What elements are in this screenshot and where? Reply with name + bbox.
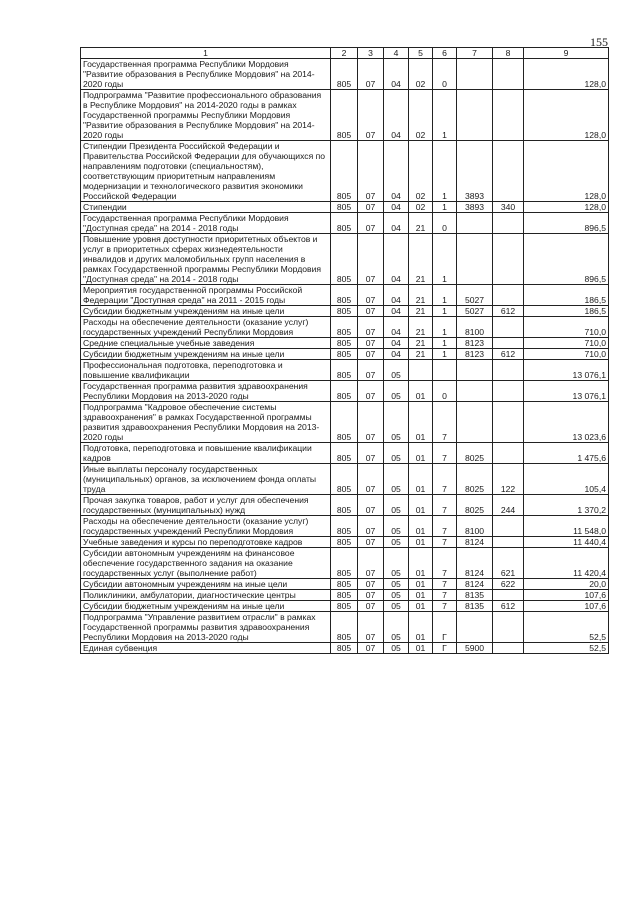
code-cell: 612: [493, 601, 524, 612]
table-row: [81, 579, 609, 590]
row-name-cell: Поликлиники, амбулатории, диагностические центры: [81, 590, 331, 601]
code-cell: 07: [358, 443, 384, 464]
amount-cell: 128,0: [524, 202, 609, 213]
code-cell: 7: [433, 601, 457, 612]
code-cell: 7: [433, 537, 457, 548]
code-cell: 07: [358, 381, 384, 402]
code-cell: 612: [493, 349, 524, 360]
code-cell: 805: [331, 402, 358, 443]
row-name-cell: Мероприятия государственной программы Российской Федерации "Доступная среда" на 2011 - 2015 годы: [81, 285, 331, 306]
row-name-cell: Профессиональная подготовка, переподготовка и повышение квалификации: [81, 360, 331, 381]
row-name-cell: Субсидии автономным учреждениям на финансовое обеспечение государственного задания на оказание государственных услуг (выполнение работ): [81, 548, 331, 579]
code-cell: 07: [358, 306, 384, 317]
code-cell: 805: [331, 381, 358, 402]
code-cell: 340: [493, 202, 524, 213]
code-cell: 21: [409, 306, 433, 317]
table-row: [81, 306, 609, 317]
code-cell: 01: [409, 590, 433, 601]
code-cell: 1: [433, 306, 457, 317]
table-row: [81, 285, 609, 306]
table-row: [81, 537, 609, 548]
code-cell: 3893: [457, 202, 493, 213]
code-cell: [409, 360, 433, 381]
code-cell: 122: [493, 464, 524, 495]
amount-cell: 186,5: [524, 285, 609, 306]
code-cell: [457, 213, 493, 234]
code-cell: 21: [409, 285, 433, 306]
code-cell: [493, 590, 524, 601]
code-cell: 7: [433, 516, 457, 537]
budget-table: [80, 47, 609, 654]
code-cell: Г: [433, 643, 457, 654]
code-cell: 02: [409, 202, 433, 213]
code-cell: 805: [331, 601, 358, 612]
code-cell: 805: [331, 59, 358, 90]
code-cell: 07: [358, 495, 384, 516]
code-cell: 8135: [457, 590, 493, 601]
table-row: [81, 213, 609, 234]
table-row: [81, 59, 609, 90]
code-cell: 8124: [457, 579, 493, 590]
code-cell: 805: [331, 285, 358, 306]
code-cell: 5900: [457, 643, 493, 654]
amount-cell: 105,4: [524, 464, 609, 495]
code-cell: [457, 402, 493, 443]
code-cell: 05: [384, 381, 409, 402]
amount-cell: 13 076,1: [524, 381, 609, 402]
code-cell: 02: [409, 90, 433, 141]
code-cell: 805: [331, 338, 358, 349]
code-cell: 805: [331, 516, 358, 537]
code-cell: 05: [384, 579, 409, 590]
row-name-cell: Повышение уровня доступности приоритетных объектов и услуг в приоритетных сферах жизнедеятельности инвалидов и других маломобильных групп населения в рамках Государственной программы Республики Мордовия "Доступная среда" на 2014 - 2018 годы: [81, 234, 331, 285]
code-cell: 622: [493, 579, 524, 590]
code-cell: 8025: [457, 443, 493, 464]
row-name-cell: Стипендии: [81, 202, 331, 213]
code-cell: [493, 213, 524, 234]
amount-cell: 128,0: [524, 141, 609, 202]
code-cell: 01: [409, 579, 433, 590]
table-row: [81, 464, 609, 495]
column-header: 6: [433, 48, 457, 59]
amount-cell: 896,5: [524, 234, 609, 285]
code-cell: [493, 360, 524, 381]
row-name-cell: Государственная программа развития здравоохранения Республики Мордовия на 2013-2020 годы: [81, 381, 331, 402]
code-cell: 805: [331, 612, 358, 643]
table-row: [81, 443, 609, 464]
code-cell: 805: [331, 349, 358, 360]
page-number: 155: [590, 35, 608, 49]
code-cell: 7: [433, 579, 457, 590]
code-cell: 805: [331, 537, 358, 548]
code-cell: 8025: [457, 464, 493, 495]
code-cell: [493, 643, 524, 654]
code-cell: 7: [433, 443, 457, 464]
code-cell: [457, 381, 493, 402]
row-name-cell: Подготовка, переподготовка и повышение квалификации кадров: [81, 443, 331, 464]
code-cell: 05: [384, 601, 409, 612]
code-cell: 8135: [457, 601, 493, 612]
code-cell: 07: [358, 643, 384, 654]
code-cell: 0: [433, 213, 457, 234]
row-name-cell: Субсидии автономным учреждениям на иные цели: [81, 579, 331, 590]
amount-cell: 1 370,2: [524, 495, 609, 516]
table-row: [81, 612, 609, 643]
code-cell: 1: [433, 202, 457, 213]
amount-cell: 11 548,0: [524, 516, 609, 537]
code-cell: 05: [384, 360, 409, 381]
code-cell: 805: [331, 213, 358, 234]
code-cell: 1: [433, 285, 457, 306]
row-name-cell: Субсидии бюджетным учреждениям на иные цели: [81, 306, 331, 317]
table-row: [81, 349, 609, 360]
code-cell: 0: [433, 381, 457, 402]
row-name-cell: Государственная программа Республики Мордовия "Доступная среда" на 2014 - 2018 годы: [81, 213, 331, 234]
code-cell: 04: [384, 141, 409, 202]
code-cell: 805: [331, 141, 358, 202]
code-cell: 244: [493, 495, 524, 516]
code-cell: 05: [384, 590, 409, 601]
code-cell: 21: [409, 317, 433, 338]
code-cell: [457, 90, 493, 141]
code-cell: [457, 59, 493, 90]
code-cell: 04: [384, 338, 409, 349]
row-name-cell: Подпрограмма "Кадровое обеспечение системы здравоохранения" в рамках Государственной программы развития здравоохранения Республики Мордовия на 2013-2020 годы: [81, 402, 331, 443]
code-cell: [493, 59, 524, 90]
table-row: [81, 402, 609, 443]
code-cell: 01: [409, 612, 433, 643]
code-cell: 805: [331, 234, 358, 285]
table-row: [81, 338, 609, 349]
code-cell: 21: [409, 234, 433, 285]
code-cell: 5027: [457, 285, 493, 306]
code-cell: 805: [331, 579, 358, 590]
code-cell: 01: [409, 464, 433, 495]
code-cell: [493, 317, 524, 338]
code-cell: 05: [384, 464, 409, 495]
code-cell: 05: [384, 537, 409, 548]
code-cell: 07: [358, 234, 384, 285]
amount-cell: 13 023,6: [524, 402, 609, 443]
code-cell: 07: [358, 516, 384, 537]
code-cell: 8100: [457, 516, 493, 537]
amount-cell: 13 076,1: [524, 360, 609, 381]
code-cell: 07: [358, 579, 384, 590]
code-cell: 805: [331, 590, 358, 601]
code-cell: 7: [433, 548, 457, 579]
code-cell: 07: [358, 285, 384, 306]
amount-cell: 52,5: [524, 643, 609, 654]
code-cell: 805: [331, 643, 358, 654]
code-cell: 07: [358, 548, 384, 579]
code-cell: 04: [384, 317, 409, 338]
code-cell: 612: [493, 306, 524, 317]
code-cell: 07: [358, 141, 384, 202]
code-cell: 805: [331, 317, 358, 338]
code-cell: [433, 360, 457, 381]
code-cell: 7: [433, 402, 457, 443]
column-header: 2: [331, 48, 358, 59]
code-cell: [493, 90, 524, 141]
row-name-cell: Средние специальные учебные заведения: [81, 338, 331, 349]
table-row: [81, 516, 609, 537]
code-cell: Г: [433, 612, 457, 643]
code-cell: [493, 612, 524, 643]
amount-cell: 710,0: [524, 349, 609, 360]
code-cell: 07: [358, 612, 384, 643]
code-cell: [457, 360, 493, 381]
code-cell: 07: [358, 464, 384, 495]
code-cell: 7: [433, 464, 457, 495]
code-cell: 07: [358, 90, 384, 141]
code-cell: 07: [358, 317, 384, 338]
code-cell: 8123: [457, 349, 493, 360]
amount-cell: 128,0: [524, 90, 609, 141]
row-name-cell: Учебные заведения и курсы по переподготовке кадров: [81, 537, 331, 548]
amount-cell: 11 440,4: [524, 537, 609, 548]
table-row: [81, 590, 609, 601]
table-row: [81, 90, 609, 141]
code-cell: 07: [358, 338, 384, 349]
code-cell: 04: [384, 306, 409, 317]
code-cell: 621: [493, 548, 524, 579]
code-cell: 04: [384, 285, 409, 306]
code-cell: 805: [331, 90, 358, 141]
amount-cell: 11 420,4: [524, 548, 609, 579]
code-cell: 01: [409, 601, 433, 612]
row-name-cell: Единая субвенция: [81, 643, 331, 654]
row-name-cell: Государственная программа Республики Мордовия "Развитие образования в Республике Мордовия" на 2014-2020 годы: [81, 59, 331, 90]
code-cell: 1: [433, 141, 457, 202]
code-cell: 8100: [457, 317, 493, 338]
code-cell: 04: [384, 202, 409, 213]
code-cell: 8025: [457, 495, 493, 516]
code-cell: 1: [433, 349, 457, 360]
code-cell: [457, 234, 493, 285]
code-cell: [493, 443, 524, 464]
code-cell: 07: [358, 402, 384, 443]
table-row: [81, 601, 609, 612]
code-cell: 02: [409, 59, 433, 90]
row-name-cell: Субсидии бюджетным учреждениям на иные цели: [81, 601, 331, 612]
table-row: [81, 360, 609, 381]
column-header: 9: [524, 48, 609, 59]
code-cell: 7: [433, 495, 457, 516]
table-row: [81, 643, 609, 654]
table-row: [81, 317, 609, 338]
code-cell: 05: [384, 612, 409, 643]
amount-cell: 710,0: [524, 338, 609, 349]
column-header: 8: [493, 48, 524, 59]
code-cell: 02: [409, 141, 433, 202]
table-row: [81, 495, 609, 516]
amount-cell: 896,5: [524, 213, 609, 234]
table-row: [81, 548, 609, 579]
code-cell: 04: [384, 59, 409, 90]
code-cell: [493, 402, 524, 443]
amount-cell: 107,6: [524, 590, 609, 601]
code-cell: 0: [433, 59, 457, 90]
code-cell: 805: [331, 443, 358, 464]
code-cell: 805: [331, 464, 358, 495]
code-cell: 07: [358, 59, 384, 90]
column-header: 5: [409, 48, 433, 59]
column-header: 7: [457, 48, 493, 59]
code-cell: 1: [433, 317, 457, 338]
code-cell: 05: [384, 402, 409, 443]
code-cell: 01: [409, 381, 433, 402]
code-cell: 8123: [457, 338, 493, 349]
amount-cell: 20,0: [524, 579, 609, 590]
code-cell: 7: [433, 590, 457, 601]
code-cell: 07: [358, 202, 384, 213]
code-cell: [493, 516, 524, 537]
code-cell: [457, 612, 493, 643]
code-cell: [493, 338, 524, 349]
code-cell: 07: [358, 537, 384, 548]
row-name-cell: Расходы на обеспечение деятельности (оказание услуг) государственных учреждений Республики Мордовия: [81, 516, 331, 537]
code-cell: 1: [433, 234, 457, 285]
row-name-cell: Субсидии бюджетным учреждениям на иные цели: [81, 349, 331, 360]
amount-cell: 107,6: [524, 601, 609, 612]
code-cell: 8124: [457, 537, 493, 548]
row-name-cell: Прочая закупка товаров, работ и услуг для обеспечения государственных (муниципальных) нужд: [81, 495, 331, 516]
code-cell: 05: [384, 516, 409, 537]
row-name-cell: Стипендии Президента Российской Федерации и Правительства Российской Федерации для обучающихся по направлениям подготовки (специальностям), соответствующим приоритетным направлениям модернизации и технологического развития экономики Российской Федерации: [81, 141, 331, 202]
code-cell: 04: [384, 349, 409, 360]
code-cell: 04: [384, 213, 409, 234]
code-cell: 05: [384, 548, 409, 579]
code-cell: 07: [358, 213, 384, 234]
amount-cell: 710,0: [524, 317, 609, 338]
code-cell: 805: [331, 495, 358, 516]
code-cell: 01: [409, 516, 433, 537]
code-cell: 01: [409, 495, 433, 516]
code-cell: 21: [409, 338, 433, 349]
table-row: [81, 234, 609, 285]
code-cell: 805: [331, 360, 358, 381]
code-cell: 05: [384, 643, 409, 654]
column-header: 3: [358, 48, 384, 59]
code-cell: 01: [409, 402, 433, 443]
code-cell: [493, 141, 524, 202]
code-cell: 07: [358, 349, 384, 360]
code-cell: 05: [384, 495, 409, 516]
amount-cell: 52,5: [524, 612, 609, 643]
code-cell: 04: [384, 90, 409, 141]
code-cell: 1: [433, 338, 457, 349]
row-name-cell: Иные выплаты персоналу государственных (муниципальных) органов, за исключением фонда оплаты труда: [81, 464, 331, 495]
code-cell: 01: [409, 548, 433, 579]
code-cell: 07: [358, 360, 384, 381]
code-cell: 01: [409, 537, 433, 548]
row-name-cell: Подпрограмма "Управление развитием отрасли" в рамках Государственной программы развития здравоохранения Республики Мордовия на 2013-2020 годы: [81, 612, 331, 643]
row-name-cell: Подпрограмма "Развитие профессионального образования в Республике Мордовия" на 2014-2020 годы в рамках Государственной программы Республики Мордовия "Развитие образования в Республике Мордовия" на 2014-2020 годы: [81, 90, 331, 141]
code-cell: 05: [384, 443, 409, 464]
code-cell: 8124: [457, 548, 493, 579]
code-cell: [493, 234, 524, 285]
code-cell: 21: [409, 349, 433, 360]
column-header: 4: [384, 48, 409, 59]
code-cell: 21: [409, 213, 433, 234]
code-cell: [493, 537, 524, 548]
code-cell: 04: [384, 234, 409, 285]
code-cell: 3893: [457, 141, 493, 202]
header-row: [81, 48, 609, 59]
amount-cell: 186,5: [524, 306, 609, 317]
table-row: [81, 381, 609, 402]
column-header: 1: [81, 48, 331, 59]
row-name-cell: Расходы на обеспечение деятельности (оказание услуг) государственных учреждений Республики Мордовия: [81, 317, 331, 338]
amount-cell: 128,0: [524, 59, 609, 90]
code-cell: 01: [409, 443, 433, 464]
amount-cell: 1 475,6: [524, 443, 609, 464]
code-cell: [493, 285, 524, 306]
table-row: [81, 141, 609, 202]
code-cell: 07: [358, 601, 384, 612]
table-row: [81, 202, 609, 213]
code-cell: 805: [331, 202, 358, 213]
code-cell: 5027: [457, 306, 493, 317]
code-cell: 07: [358, 590, 384, 601]
code-cell: 805: [331, 306, 358, 317]
code-cell: 1: [433, 90, 457, 141]
code-cell: 805: [331, 548, 358, 579]
code-cell: [493, 381, 524, 402]
code-cell: 01: [409, 643, 433, 654]
